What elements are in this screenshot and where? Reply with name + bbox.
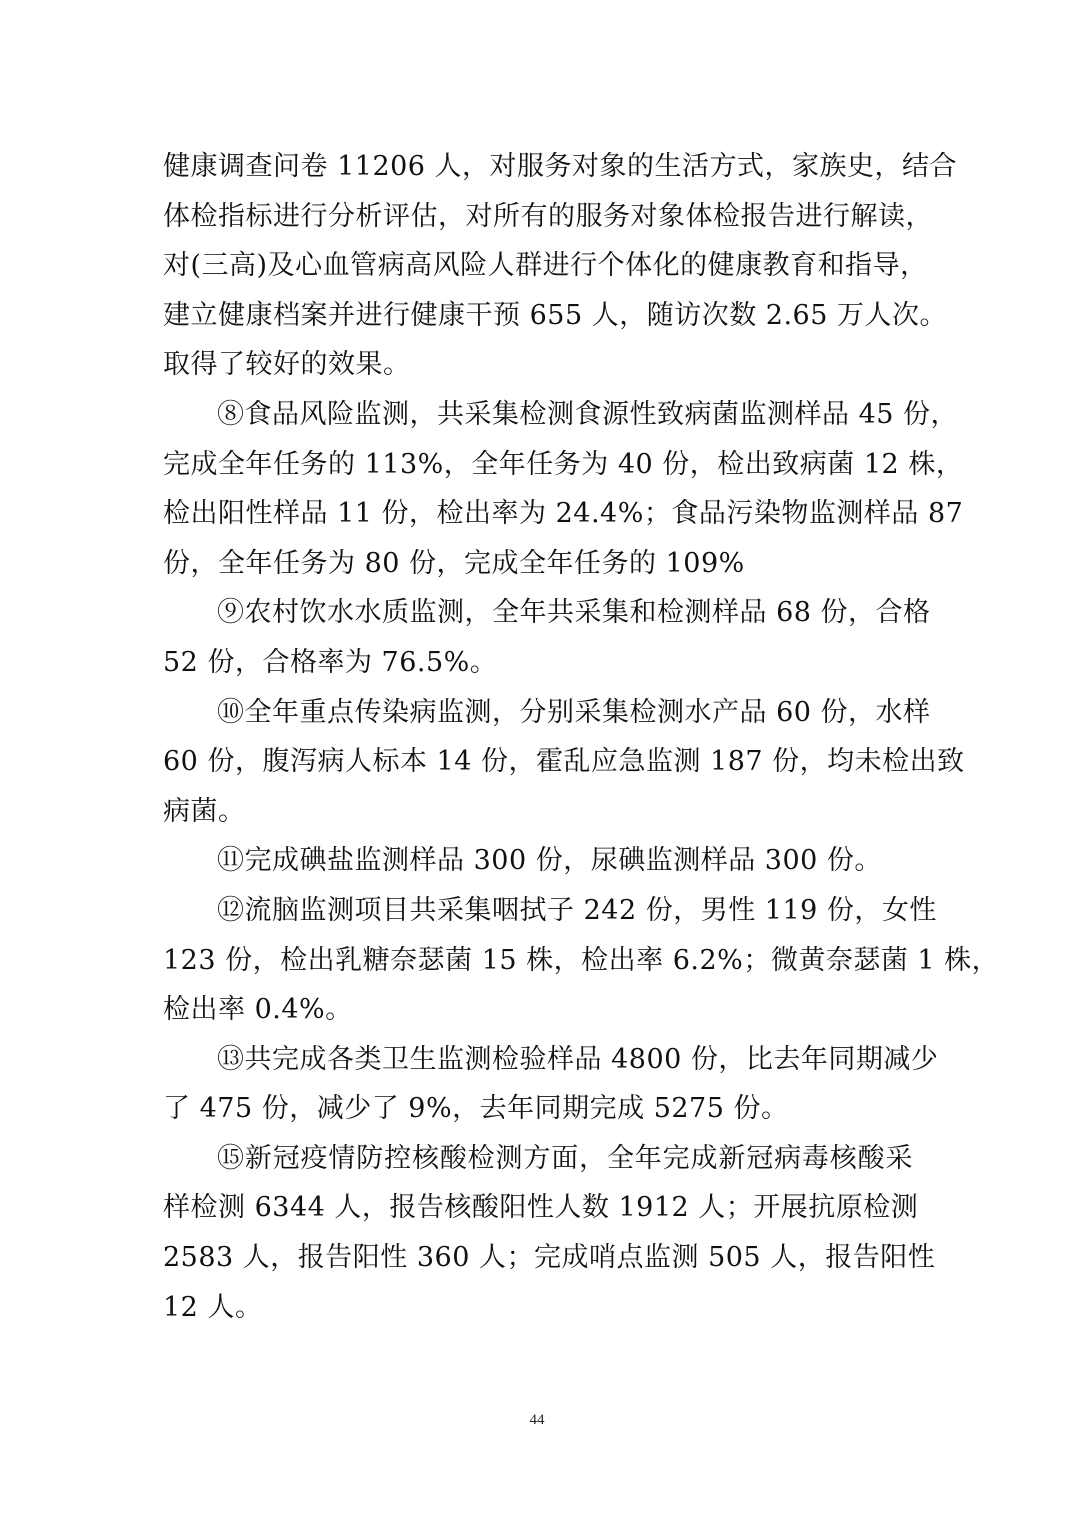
paragraph-item-8 (163, 390, 964, 588)
text-line: ⑫流脑监测项目共采集咽拭子 242 份，男性 119 份，女性 (217, 894, 937, 926)
text-line: 12 人。 (163, 1291, 263, 1323)
paragraph-item-15 (163, 1134, 936, 1332)
text-line: ⑬共完成各类卫生监测检验样品 4800 份，比去年同期减少 (217, 1043, 939, 1075)
paragraph-health-survey (163, 142, 958, 390)
text-line: 2583 人，报告阳性 360 人；完成哨点监测 505 人，报告阳性 (163, 1242, 936, 1274)
paragraph-item-13 (163, 1035, 939, 1134)
text-line: 样检测 6344 人，报告核酸阳性人数 1912 人；开展抗原检测 (163, 1192, 919, 1224)
text-line: 检出阳性样品 11 份，检出率为 24.4%；食品污染物监测样品 87 (163, 498, 964, 530)
body-text (163, 142, 1000, 1332)
text-line: 建立健康档案并进行健康干预 655 人，随访次数 2.65 万人次。 (163, 299, 947, 331)
text-line: 体检指标进行分析评估，对所有的服务对象体检报告进行解读， (163, 200, 933, 232)
text-line: ⑩全年重点传染病监测，分别采集检测水产品 60 份，水样 (217, 696, 931, 728)
text-line: 完成全年任务的 113%，全年任务为 40 份，检出致病菌 12 株， (163, 448, 964, 480)
text-line: ⑪完成碘盐监测样品 300 份，尿碘监测样品 300 份。 (217, 845, 882, 877)
text-line: 了 475 份，减少了 9%，去年同期完成 5275 份。 (163, 1093, 789, 1125)
text-line: 52 份，合格率为 76.5%。 (163, 646, 498, 678)
text-line: 份，全年任务为 80 份，完成全年任务的 109% (163, 547, 745, 579)
text-line: ⑧食品风险监测，共采集检测食源性致病菌监测样品 45 份， (217, 398, 959, 430)
paragraph-item-9 (163, 588, 931, 687)
text-line: 取得了较好的效果。 (163, 349, 411, 381)
text-line: 123 份，检出乳糖奈瑟菌 15 株，检出率 6.2%；微黄奈瑟菌 1 株， (163, 944, 1000, 976)
paragraph-item-10 (163, 688, 965, 837)
text-line: 病菌。 (163, 795, 246, 827)
text-line: 检出率 0.4%。 (163, 994, 353, 1026)
text-line: 60 份，腹泻病人标本 14 份，霍乱应急监测 187 份，均未检出致 (163, 746, 965, 778)
text-line: 对(三高)及心血管病高风险人群进行个体化的健康教育和指导， (163, 250, 928, 282)
text-line: 健康调查问卷 11206 人，对服务对象的生活方式，家族史，结合 (163, 151, 958, 182)
text-line: ⑮新冠疫情防控核酸检测方面，全年完成新冠病毒核酸采 (217, 1142, 913, 1174)
page-number: 44 (529, 1412, 545, 1428)
text-line: ⑨农村饮水水质监测，全年共采集和检测样品 68 份，合格 (217, 597, 931, 629)
paragraph-item-11 (163, 836, 913, 886)
paragraph-item-12 (163, 886, 1000, 1035)
